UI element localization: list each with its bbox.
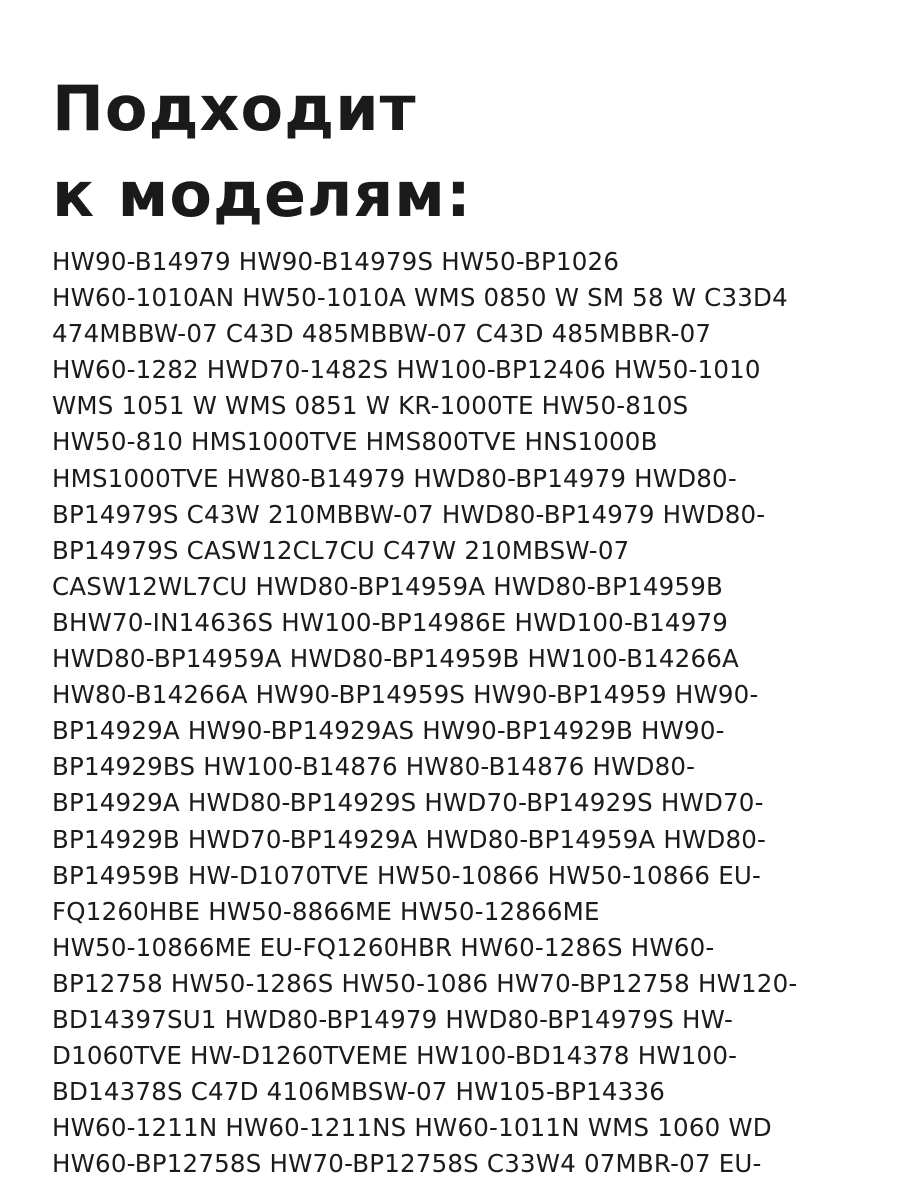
- model-line: HWD80-BP14959A HWD80-BP14959B HW100-B14266A: [52, 644, 739, 674]
- model-line: BP14979S CASW12CL7CU C47W 210MBSW-07: [52, 535, 630, 565]
- model-line: HW60-1211N HW60-1211NS HW60-1011N WMS 1060 WD: [52, 1113, 772, 1143]
- model-line: FQ1260HBE HW50-8866ME HW50-12866ME: [52, 896, 600, 926]
- model-line: BHW70-IN14636S HW100-BP14986E HWD100-B14979: [52, 607, 729, 637]
- model-line: HW90-B14979 HW90-B14979S HW50-BP1026: [52, 247, 620, 276]
- model-line: HW60-BP12758S HW70-BP12758S C33W4 07MBR-07 EU-: [52, 1149, 762, 1179]
- model-line: BD14397SU1 HWD80-BP14979 HWD80-BP14979S HW-: [52, 1004, 734, 1034]
- model-line: BP14929A HWD80-BP14929S HWD70-BP14929S HWD70-: [52, 788, 764, 818]
- model-line: HMS1000TVE HW80-B14979 HWD80-BP14979 HWD80-: [52, 463, 737, 493]
- model-line: CASW12WL7CU HWD80-BP14959A HWD80-BP14959B: [52, 571, 724, 601]
- model-line: HW60-1010AN HW50-1010A WMS 0850 W SM 58 W C33D4: [52, 283, 788, 313]
- model-line: BP14929A HW90-BP14929AS HW90-BP14929B HW90-: [52, 716, 725, 746]
- model-line: WMS 1051 W WMS 0851 W KR-1000TE HW50-810S: [52, 391, 689, 421]
- model-line: BP14959B HW-D1070TVE HW50-10866 HW50-10866 EU-: [52, 860, 762, 890]
- model-line: BP14929BS HW100-B14876 HW80-B14876 HWD80-: [52, 752, 696, 782]
- title-line-2: к моделям:: [52, 158, 472, 231]
- model-line: D1060TVE HW-D1260TVEME HW100-BD14378 HW100-: [52, 1041, 738, 1071]
- model-line: HW50-810 HMS1000TVE HMS800TVE HNS1000B: [52, 427, 658, 457]
- model-line: BP14979S C43W 210MBBW-07 HWD80-BP14979 HWD80-: [52, 499, 766, 529]
- page-title: [52, 66, 472, 238]
- title-line-1: Подходит: [52, 72, 417, 145]
- model-line: 474MBBW-07 C43D 485MBBW-07 C43D 485MBBR-07: [52, 319, 712, 349]
- model-line: BD14378S C47D 4106MBSW-07 HW105-BP14336: [52, 1077, 666, 1107]
- compatible-models-list: [52, 244, 872, 1182]
- model-line: BP14929B HWD70-BP14929A HWD80-BP14959A HWD80-: [52, 824, 767, 854]
- model-line: HW50-10866ME EU-FQ1260HBR HW60-1286S HW60-: [52, 932, 715, 962]
- model-line: BP12758 HW50-1286S HW50-1086 HW70-BP12758 HW120-: [52, 968, 798, 998]
- model-line: HW80-B14266A HW90-BP14959S HW90-BP14959 HW90-: [52, 680, 759, 710]
- model-line: HW60-1282 HWD70-1482S HW100-BP12406 HW50-1010: [52, 355, 761, 385]
